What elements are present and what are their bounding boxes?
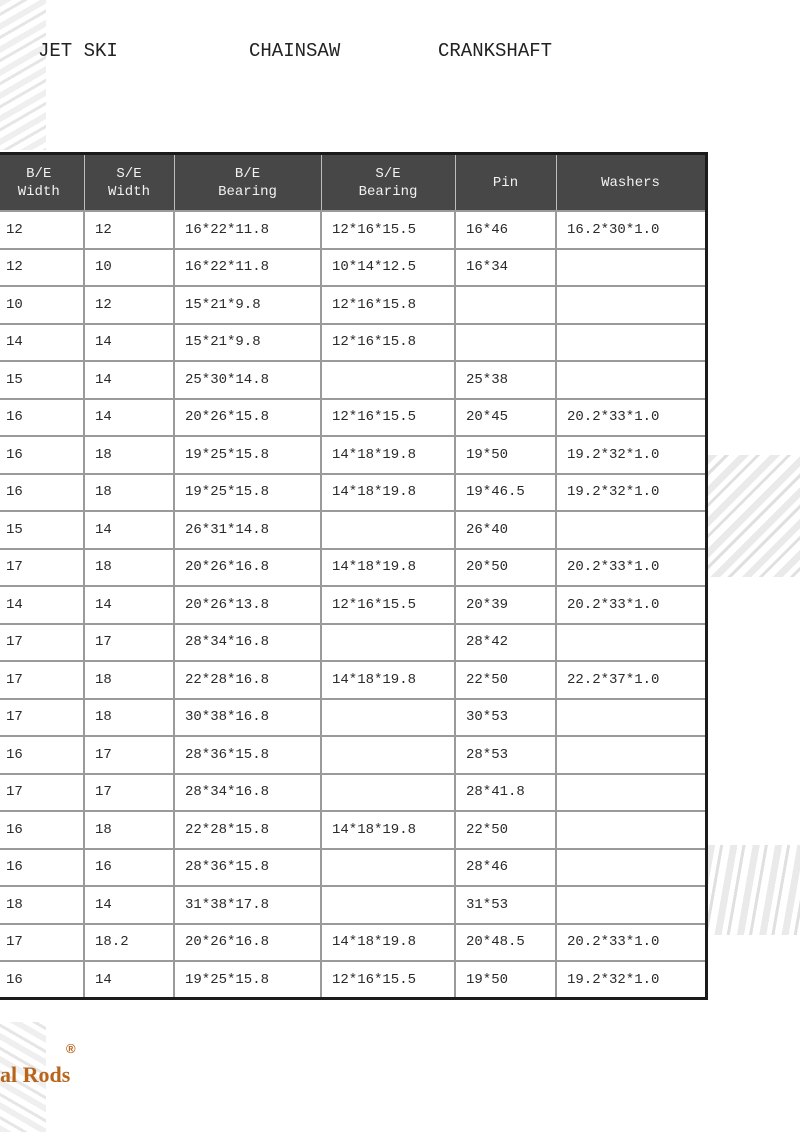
table-cell: 28*36*15.8 xyxy=(174,736,321,774)
table-cell: 18.2 xyxy=(84,924,174,962)
table-body xyxy=(0,211,706,999)
table-cell: 20.2*33*1.0 xyxy=(556,924,706,962)
table-cell: 14*18*19.8 xyxy=(321,661,455,699)
table-cell: 16*22*11.8 xyxy=(174,249,321,287)
table-row xyxy=(0,511,706,549)
table-cell: 15*21*9.8 xyxy=(174,324,321,362)
table-cell xyxy=(321,361,455,399)
table-cell: 10*14*12.5 xyxy=(321,249,455,287)
table-cell xyxy=(321,736,455,774)
table-row xyxy=(0,774,706,812)
table-cell xyxy=(321,624,455,662)
table-cell: 16 xyxy=(84,849,174,887)
table-cell: 22*28*15.8 xyxy=(174,811,321,849)
table-cell: 20*50 xyxy=(455,549,556,587)
table-row xyxy=(0,924,706,962)
column-header-line: B/E xyxy=(26,165,52,182)
table-cell: 20*26*13.8 xyxy=(174,586,321,624)
table-cell: 14*18*19.8 xyxy=(321,811,455,849)
table-cell: 17 xyxy=(0,924,84,962)
table-cell xyxy=(556,699,706,737)
column-header-line: S/E xyxy=(375,165,401,182)
table-cell: 14 xyxy=(84,961,174,999)
column-header-line: Bearing xyxy=(218,183,277,200)
table-cell xyxy=(556,849,706,887)
column-header xyxy=(455,154,556,212)
table-cell: 26*31*14.8 xyxy=(174,511,321,549)
table-cell: 22.2*37*1.0 xyxy=(556,661,706,699)
table-cell: 14*18*19.8 xyxy=(321,924,455,962)
table-cell: 16 xyxy=(0,736,84,774)
table-cell: 22*50 xyxy=(455,661,556,699)
table-cell: 14 xyxy=(84,511,174,549)
table-cell: 12*16*15.5 xyxy=(321,211,455,249)
column-header-line: Pin xyxy=(492,174,519,191)
table-cell: 12*16*15.5 xyxy=(321,961,455,999)
table-cell: 15*21*9.8 xyxy=(174,286,321,324)
table-cell: 10 xyxy=(84,249,174,287)
table-cell: 20.2*33*1.0 xyxy=(556,586,706,624)
table-row xyxy=(0,324,706,362)
table-cell xyxy=(556,249,706,287)
table-cell: 14*18*19.8 xyxy=(321,436,455,474)
table-cell: 15 xyxy=(0,511,84,549)
brand-logo-text: al Rods xyxy=(0,1062,71,1087)
table-cell: 17 xyxy=(84,624,174,662)
table-cell: 19.2*32*1.0 xyxy=(556,961,706,999)
table-cell: 28*42 xyxy=(455,624,556,662)
table-cell: 25*38 xyxy=(455,361,556,399)
table-row xyxy=(0,249,706,287)
table-cell: 18 xyxy=(84,436,174,474)
table-cell: 12*16*15.8 xyxy=(321,286,455,324)
table-cell: 10 xyxy=(0,286,84,324)
category-headings xyxy=(0,40,800,66)
table-cell xyxy=(556,324,706,362)
table-cell: 17 xyxy=(0,549,84,587)
column-header-line: Width xyxy=(107,183,150,200)
table-cell: 16.2*30*1.0 xyxy=(556,211,706,249)
table-cell: 16*46 xyxy=(455,211,556,249)
table-cell: 16 xyxy=(0,436,84,474)
table-cell: 14 xyxy=(84,399,174,437)
table-cell: 19*50 xyxy=(455,436,556,474)
table-cell: 20*26*16.8 xyxy=(174,549,321,587)
table-row xyxy=(0,549,706,587)
table-cell: 25*30*14.8 xyxy=(174,361,321,399)
table-row xyxy=(0,849,706,887)
table-cell: 17 xyxy=(0,624,84,662)
table-cell: 12*16*15.8 xyxy=(321,324,455,362)
table-cell: 14 xyxy=(84,361,174,399)
table-cell: 18 xyxy=(84,661,174,699)
table-cell: 17 xyxy=(0,661,84,699)
table-cell: 16 xyxy=(0,474,84,512)
table-cell: 20.2*33*1.0 xyxy=(556,549,706,587)
table-cell: 17 xyxy=(84,736,174,774)
table-cell: 12 xyxy=(84,286,174,324)
table-cell: 20*26*16.8 xyxy=(174,924,321,962)
table-cell xyxy=(321,699,455,737)
category-jet-ski: JET SKI xyxy=(38,40,118,62)
table-cell: 14 xyxy=(84,324,174,362)
table-cell: 18 xyxy=(84,811,174,849)
table-row xyxy=(0,736,706,774)
table-cell xyxy=(556,886,706,924)
column-header xyxy=(0,154,84,212)
table-cell: 12 xyxy=(0,249,84,287)
table-cell: 18 xyxy=(0,886,84,924)
table-cell: 30*38*16.8 xyxy=(174,699,321,737)
table-cell: 12 xyxy=(0,211,84,249)
column-header xyxy=(321,154,455,212)
table-cell: 20*39 xyxy=(455,586,556,624)
table-cell: 31*38*17.8 xyxy=(174,886,321,924)
table-cell: 22*50 xyxy=(455,811,556,849)
table-cell: 28*46 xyxy=(455,849,556,887)
table-row xyxy=(0,474,706,512)
table-row xyxy=(0,699,706,737)
table-header-row xyxy=(0,154,706,212)
table-cell: 18 xyxy=(84,549,174,587)
table-cell: 16 xyxy=(0,961,84,999)
table-cell: 17 xyxy=(0,774,84,812)
table-cell xyxy=(556,811,706,849)
table-cell: 12 xyxy=(84,211,174,249)
table-cell: 16 xyxy=(0,811,84,849)
table-cell: 12*16*15.5 xyxy=(321,399,455,437)
table-cell: 19*25*15.8 xyxy=(174,436,321,474)
table-cell: 28*34*16.8 xyxy=(174,624,321,662)
table-cell: 16*22*11.8 xyxy=(174,211,321,249)
table-cell: 19*25*15.8 xyxy=(174,961,321,999)
column-header xyxy=(174,154,321,212)
table-row xyxy=(0,436,706,474)
spec-table xyxy=(0,152,708,1000)
table-cell: 19*25*15.8 xyxy=(174,474,321,512)
registered-mark: ® xyxy=(66,1041,76,1056)
column-header-line: B/E xyxy=(234,165,261,182)
column-header xyxy=(556,154,706,212)
table-cell: 12*16*15.5 xyxy=(321,586,455,624)
category-crankshaft: CRANKSHAFT xyxy=(438,40,553,62)
table-cell: 14 xyxy=(84,586,174,624)
table-cell: 30*53 xyxy=(455,699,556,737)
table-cell: 20*48.5 xyxy=(455,924,556,962)
table-cell: 16*34 xyxy=(455,249,556,287)
table-cell xyxy=(321,849,455,887)
table-row xyxy=(0,661,706,699)
table-row xyxy=(0,624,706,662)
table-cell: 19.2*32*1.0 xyxy=(556,474,706,512)
table-cell: 18 xyxy=(84,474,174,512)
table-row xyxy=(0,886,706,924)
table-cell: 31*53 xyxy=(455,886,556,924)
table-cell: 15 xyxy=(0,361,84,399)
table-cell: 28*36*15.8 xyxy=(174,849,321,887)
table-cell xyxy=(556,361,706,399)
table-row xyxy=(0,961,706,999)
table-row xyxy=(0,211,706,249)
table-cell xyxy=(556,624,706,662)
table-row xyxy=(0,586,706,624)
table-cell xyxy=(321,511,455,549)
tire-tread-decoration xyxy=(708,845,800,935)
table-cell xyxy=(455,324,556,362)
table-row xyxy=(0,286,706,324)
column-header-line: Bearing xyxy=(358,183,418,200)
table-row xyxy=(0,811,706,849)
table-cell: 28*53 xyxy=(455,736,556,774)
tire-tread-decoration xyxy=(0,0,46,150)
table-cell: 19.2*32*1.0 xyxy=(556,436,706,474)
column-header-line: S/E xyxy=(116,165,142,182)
column-header xyxy=(84,154,174,212)
table-cell: 14*18*19.8 xyxy=(321,474,455,512)
table-cell: 14 xyxy=(0,324,84,362)
table-cell xyxy=(556,774,706,812)
table-cell: 18 xyxy=(84,699,174,737)
table-cell: 16 xyxy=(0,399,84,437)
table-cell: 28*34*16.8 xyxy=(174,774,321,812)
table-cell: 20*26*15.8 xyxy=(174,399,321,437)
tire-tread-decoration xyxy=(708,455,800,577)
table-cell: 22*28*16.8 xyxy=(174,661,321,699)
table-cell xyxy=(556,286,706,324)
table-cell: 14*18*19.8 xyxy=(321,549,455,587)
table-cell: 14 xyxy=(84,886,174,924)
table-cell xyxy=(321,886,455,924)
table-cell: 19*46.5 xyxy=(455,474,556,512)
table-cell xyxy=(556,511,706,549)
category-chainsaw: CHAINSAW xyxy=(249,40,341,62)
table-cell: 19*50 xyxy=(455,961,556,999)
column-header-line: Width xyxy=(17,183,60,200)
table-row xyxy=(0,399,706,437)
table-cell: 17 xyxy=(0,699,84,737)
table-cell: 20*45 xyxy=(455,399,556,437)
table-cell: 26*40 xyxy=(455,511,556,549)
column-header-line: Washers xyxy=(601,174,660,191)
table-cell: 17 xyxy=(84,774,174,812)
table-cell xyxy=(556,736,706,774)
table-cell: 16 xyxy=(0,849,84,887)
table-cell: 14 xyxy=(0,586,84,624)
table-row xyxy=(0,361,706,399)
table-cell: 20.2*33*1.0 xyxy=(556,399,706,437)
table-cell: 28*41.8 xyxy=(455,774,556,812)
table-cell xyxy=(321,774,455,812)
table-cell xyxy=(455,286,556,324)
